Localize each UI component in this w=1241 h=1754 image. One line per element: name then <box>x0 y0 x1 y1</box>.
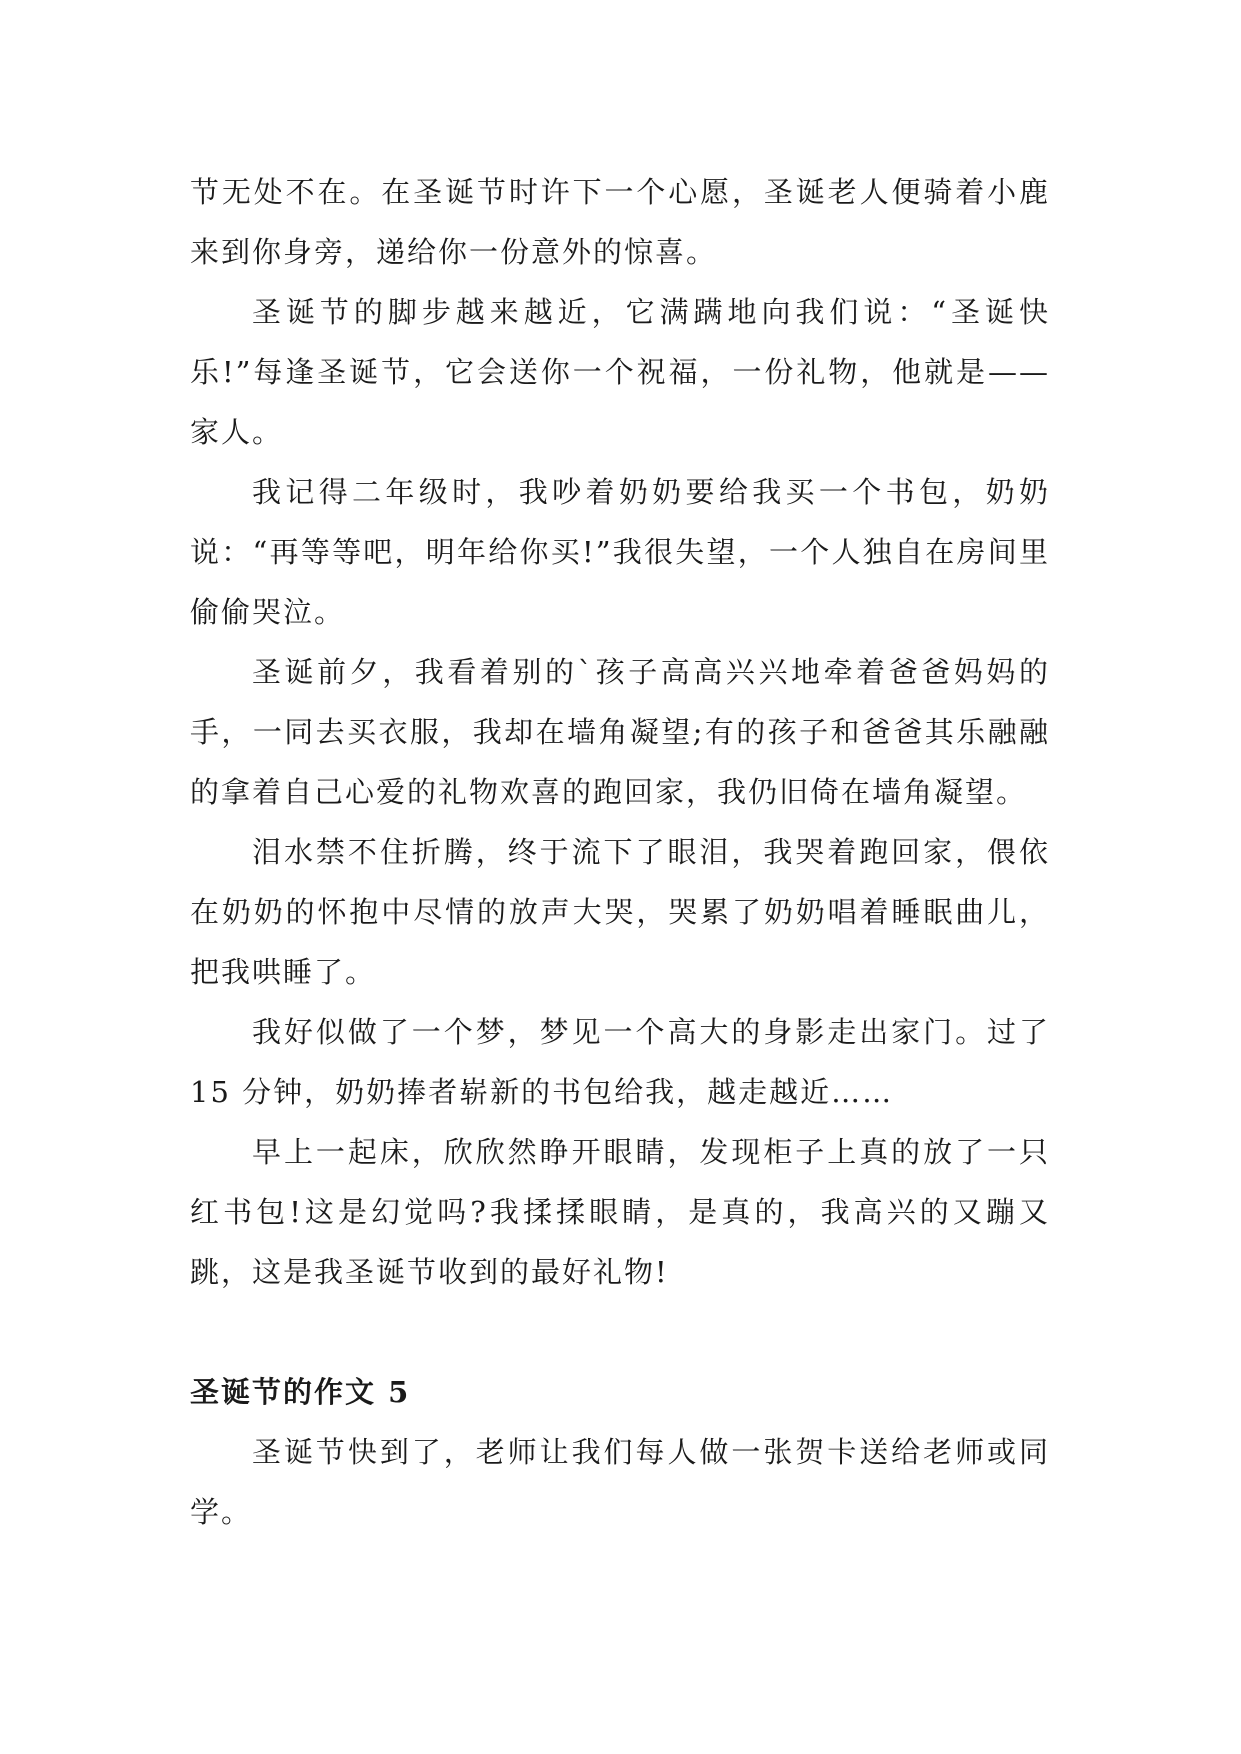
section-heading: 圣诞节的作文 5 <box>190 1375 411 1409</box>
paragraph: 泪水禁不住折腾，终于流下了眼泪，我哭着跑回家，偎依在奶奶的怀抱中尽情的放声大哭，哭累了奶奶唱着睡眠曲儿，把我哄睡了。 <box>190 835 1050 989</box>
paragraph: 圣诞前夕，我看着别的`孩子高高兴兴地牵着爸爸妈妈的手，一同去买衣服，我却在墙角凝望;有的孩子和爸爸其乐融融的拿着自己心爱的礼物欢喜的跑回家，我仍旧倚在墙角凝望。 <box>190 655 1050 809</box>
paragraph: 早上一起床，欣欣然睁开眼睛，发现柜子上真的放了一只红书包!这是幻觉吗?我揉揉眼睛，是真的，我高兴的又蹦又跳，这是我圣诞节收到的最好礼物! <box>190 1135 1050 1289</box>
paragraph: 圣诞节快到了，老师让我们每人做一张贺卡送给老师或同学。 <box>190 1435 1050 1529</box>
paragraph: 我好似做了一个梦，梦见一个高大的身影走出家门。过了 15 分钟，奶奶捧者崭新的书包给我，越走越近…… <box>190 1015 1050 1109</box>
paragraph-continuation: 节无处不在。在圣诞节时许下一个心愿，圣诞老人便骑着小鹿来到你身旁，递给你一份意外的惊喜。 <box>190 175 1050 269</box>
paragraph: 圣诞节的脚步越来越近，它满蹒地向我们说：“圣诞快乐!”每逢圣诞节，它会送你一个祝福，一份礼物，他就是——家人。 <box>190 295 1050 449</box>
paragraph: 我记得二年级时，我吵着奶奶要给我买一个书包，奶奶说：“再等等吧，明年给你买!”我很失望，一个人独自在房间里偷偷哭泣。 <box>190 475 1050 629</box>
document-body <box>190 162 1050 1542</box>
